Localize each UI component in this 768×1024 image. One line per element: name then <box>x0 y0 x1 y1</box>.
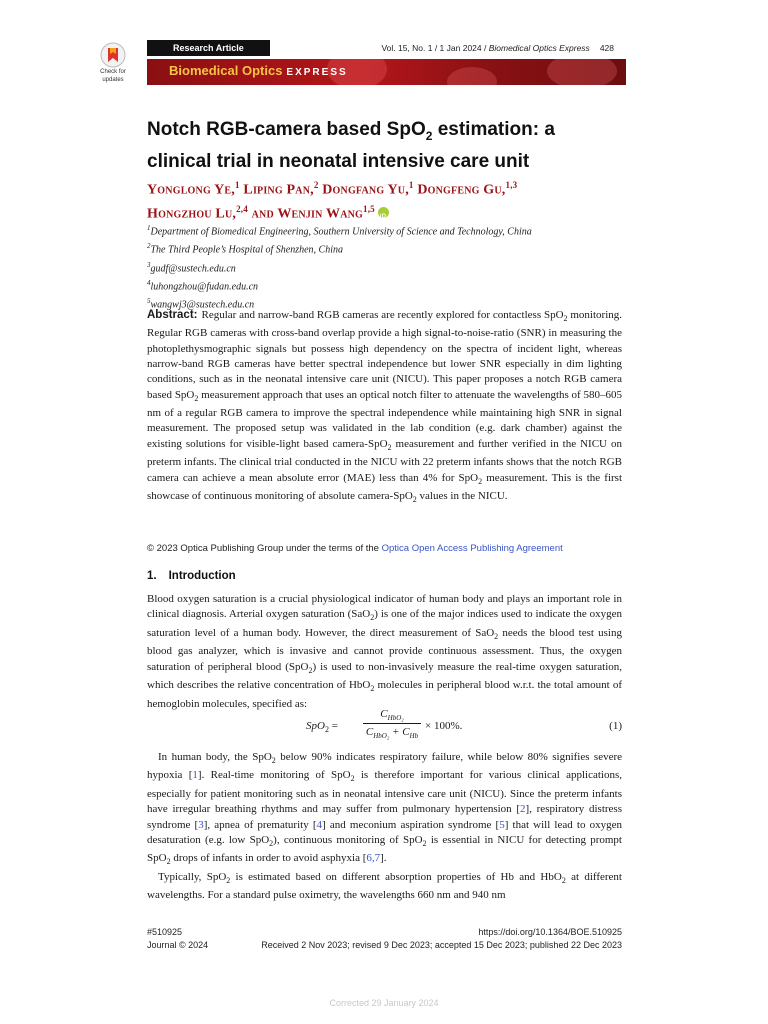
check-updates-line2: updates <box>102 76 124 83</box>
check-for-updates-badge[interactable] <box>90 42 136 90</box>
page-number: 428 <box>599 43 614 53</box>
footer-left <box>147 926 208 952</box>
author-name[interactable]: and Wenjin Wang <box>247 206 364 222</box>
subscript: 2 <box>350 774 355 784</box>
body-text: ] and meconium aspiration syndrome [ <box>322 818 500 831</box>
subscript: 2 <box>387 442 392 452</box>
body-text: at different wavelengths. For a standard pulse oximetry, the wavelengths 660 nm and 940 nm <box>147 870 622 902</box>
footer-right <box>261 926 622 952</box>
fraction-denominator <box>363 726 421 740</box>
citation-link[interactable]: 3 <box>198 818 204 831</box>
journal-name-italic: Biomedical Optics Express <box>488 43 590 53</box>
fraction-bar <box>363 723 421 724</box>
affiliation-line <box>147 221 627 239</box>
author-affil-sup: 1 <box>408 180 414 190</box>
corrected-notice: Corrected 29 January 2024 <box>329 998 439 1008</box>
body-text: Typically, SpO <box>158 870 227 883</box>
eq-symbol: C <box>380 708 388 720</box>
body-text: below 90% indicates respiratory failure, while below 80% signifies severe hypoxia [ <box>147 751 623 782</box>
eq-symbol: SpO <box>306 720 325 732</box>
body-text: is essential in NICU for detecting prompt SpO <box>147 833 622 865</box>
author-name[interactable]: Liping Pan, <box>239 182 314 198</box>
intro-paragraph-1 <box>147 592 622 712</box>
author-name[interactable]: Dongfang Yu, <box>318 182 409 198</box>
title-subscript: 2 <box>425 128 433 143</box>
copyright-notice <box>147 542 622 555</box>
email-link[interactable]: wangwj3@sustech.edu.cn <box>150 299 255 311</box>
body-text: ) is one of the major indices used to indicate the oxygen saturation level of a human body. However, the direct measurement of SaO <box>147 608 623 639</box>
citation-link[interactable]: 1 <box>192 769 198 782</box>
eq-symbol: C <box>365 726 374 739</box>
affiliation-sup: 1 <box>147 224 151 232</box>
citation-link[interactable]: 4 <box>316 818 323 831</box>
abstract-text: measurement and further verified in the NICU on preterm infants. The clinical trial conducted in the NICU with 22 preterm infants shows that the notch RGB camera can achieve a mean absolute error (MAE) less than 4% for SpO <box>147 437 622 484</box>
subscript: 2 <box>324 725 329 735</box>
title-part: estimation: a clinical trial in neonatal intensive care unit <box>147 119 555 172</box>
abstract <box>147 308 622 508</box>
body-text: ), continuous monitoring of SpO <box>273 833 423 846</box>
subscript: HbO₂ <box>373 732 390 741</box>
email-link[interactable]: gudf@sustech.edu.cn <box>150 262 236 274</box>
journal-logo <box>169 63 348 78</box>
body-text: ] that will lead to oxygen desaturation (e.g. low SpO <box>147 818 623 846</box>
publication-history: Received 2 Nov 2023; revised 9 Dec 2023; accepted 15 Dec 2023; published 22 Dec 2023 <box>261 940 622 950</box>
body-text: ]. <box>380 852 387 865</box>
affiliation-sup: 5 <box>147 297 151 306</box>
intro-paragraph-2 <box>147 750 622 904</box>
section-heading <box>147 570 236 582</box>
subscript: 2 <box>194 393 199 403</box>
equation-rhs: × 100%. <box>425 720 463 732</box>
subscript: 2 <box>412 495 417 505</box>
journal-copyright: Journal © 2024 <box>147 940 209 950</box>
body-text: ], respiratory distress syndrome [ <box>147 803 622 831</box>
paper-title <box>147 117 622 174</box>
abstract-text: measurement. This is the first showcase of continuous monitoring of absolute camera-SpO <box>147 471 623 503</box>
eq-symbol: + C <box>389 726 410 739</box>
body-text: is therefore important for various clinical applications, especially for patient monitoring such as in neonatal intensive care unit (NICU). Since the preterm infants have irregular breathing rhythms and may suffer from pulmonary hypertension [ <box>147 769 622 816</box>
journal-logo-suffix: EXPRESS <box>286 67 348 78</box>
affiliation-line <box>147 276 627 294</box>
author-list <box>147 176 627 223</box>
section-number: 1. <box>147 570 157 582</box>
subscript: HbO₂ <box>387 714 404 723</box>
journal-citation <box>381 40 614 56</box>
subscript: Hb <box>409 732 419 741</box>
subscript: 2 <box>226 876 231 886</box>
doi-link[interactable]: https://doi.org/10.1364/BOE.510925 <box>478 927 622 937</box>
citation-link[interactable]: 2 <box>520 803 526 816</box>
body-text: molecules in peripheral blood w.r.t. the total amount of hemoglobin molecules, specified as: <box>147 679 622 710</box>
author-affil-sup: 2 <box>313 180 319 190</box>
subscript: 2 <box>370 613 375 623</box>
abstract-text: Regular and narrow-band RGB cameras are recently explored for contactless SpO <box>201 309 564 321</box>
subscript: 2 <box>271 756 276 766</box>
journal-logo-name: Biomedical Optics <box>169 63 283 78</box>
title-part: Notch RGB-camera based SpO <box>147 119 426 140</box>
bookmark-ribbon-icon <box>100 42 126 68</box>
affiliations <box>147 221 627 313</box>
citation-link[interactable]: 6,7 <box>366 852 381 865</box>
orcid-icon[interactable] <box>378 207 389 218</box>
affiliation-sup: 2 <box>147 242 151 251</box>
subscript: 2 <box>422 839 427 849</box>
author-affil-sup: 2,4 <box>236 203 248 214</box>
eq-equals: = <box>328 720 338 732</box>
body-text: drops of infants in order to avoid asphyxia [ <box>170 852 367 865</box>
equation-number: (1) <box>609 720 622 732</box>
affiliation-text: The Third People’s Hospital of Shenzhen, China <box>150 244 343 256</box>
body-text: ) is used to non-invasively measure the real-time oxygen saturation, which describes the relative concentration of HbO <box>147 660 622 692</box>
equation-fraction <box>363 708 421 740</box>
subscript: 2 <box>494 631 499 641</box>
article-type-tag: Research Article <box>147 40 270 56</box>
abstract-text: monitoring. Regular RGB cameras with cross-band overlap provide a high signal-to-noise-ratio (SNR) in measuring the photoplethysmographic signals but possess high dependency on the spectra of incident light, whereas narrow-band RGB cameras have better spectral independence but lower SNR especially in dim lighting conditions, such as in the neonatal intensive care unit (NICU). This paper proposes a notch RGB camera based SpO <box>147 309 623 401</box>
author-affil-sup: 1,3 <box>505 180 518 190</box>
author-name[interactable]: Yonglong Ye, <box>147 182 235 198</box>
body-text: In human body, the SpO <box>158 751 272 763</box>
author-affil-sup: 1 <box>235 180 240 190</box>
journal-header-bar <box>147 40 622 56</box>
check-updates-line1: Check for <box>100 69 126 75</box>
affiliation-line <box>147 239 627 257</box>
body-text: ], apnea of prematurity [ <box>203 818 317 831</box>
body-text: ]. Real-time monitoring of SpO <box>197 769 351 782</box>
subscript: 2 <box>563 314 568 324</box>
subscript: 2 <box>308 665 313 675</box>
subscript: 2 <box>166 857 171 867</box>
fraction-numerator <box>363 708 421 722</box>
body-text: Blood oxygen saturation is a crucial physiological indicator of human body and plays an important role in clinical diagnosis. Arterial oxygen saturation (SaO <box>147 593 622 621</box>
email-link[interactable]: luhongzhou@fudan.edu.cn <box>150 281 259 293</box>
license-link[interactable]: Optica Open Access Publishing Agreement <box>381 543 563 554</box>
author-affil-sup: 1,5 <box>363 203 375 214</box>
affiliation-text: Department of Biomedical Engineering, Southern University of Science and Technology, China <box>150 226 532 238</box>
volume-issue: Vol. 15, No. 1 / 1 Jan 2024 / <box>381 43 489 53</box>
body-text: needs the blood test using blood gas analyzer, which is invasive and cannot provide continuous assessment. Thus, the oxygen saturation of peripheral blood (SpO <box>147 626 622 673</box>
journal-banner <box>147 59 626 85</box>
abstract-text: measurement approach that uses an optical notch filter to attenuate the wavelengths of 580–605 nm of a regular RGB camera to improve the spectral independence while maintaining high SNR in signal measurement. The proposed setup was validated in the lab condition (e.g. dark chamber) against the existing solutions for visible-light based camera-SpO <box>147 388 622 450</box>
equation-1 <box>147 708 622 748</box>
author-name[interactable]: Hongzhou Lu, <box>147 206 237 222</box>
affiliation-sup: 3 <box>147 260 151 269</box>
article-id: #510925 <box>147 927 183 937</box>
equation-lhs <box>306 720 338 734</box>
author-name[interactable]: Dongfeng Gu, <box>413 182 506 198</box>
section-title: Introduction <box>168 570 236 582</box>
abstract-label: Abstract: <box>147 309 198 321</box>
copyright-text: © 2023 Optica Publishing Group under the terms of the <box>147 543 382 554</box>
subscript: 2 <box>561 876 566 886</box>
citation-link[interactable]: 5 <box>499 818 505 831</box>
affiliation-sup: 4 <box>147 278 151 287</box>
affiliation-line <box>147 258 627 276</box>
subscript: 2 <box>478 476 483 486</box>
subscript: 2 <box>370 684 375 694</box>
body-text: is estimated based on different absorption properties of Hb and HbO <box>230 870 562 883</box>
abstract-text: values in the NICU. <box>416 490 508 503</box>
subscript: 2 <box>269 839 274 849</box>
